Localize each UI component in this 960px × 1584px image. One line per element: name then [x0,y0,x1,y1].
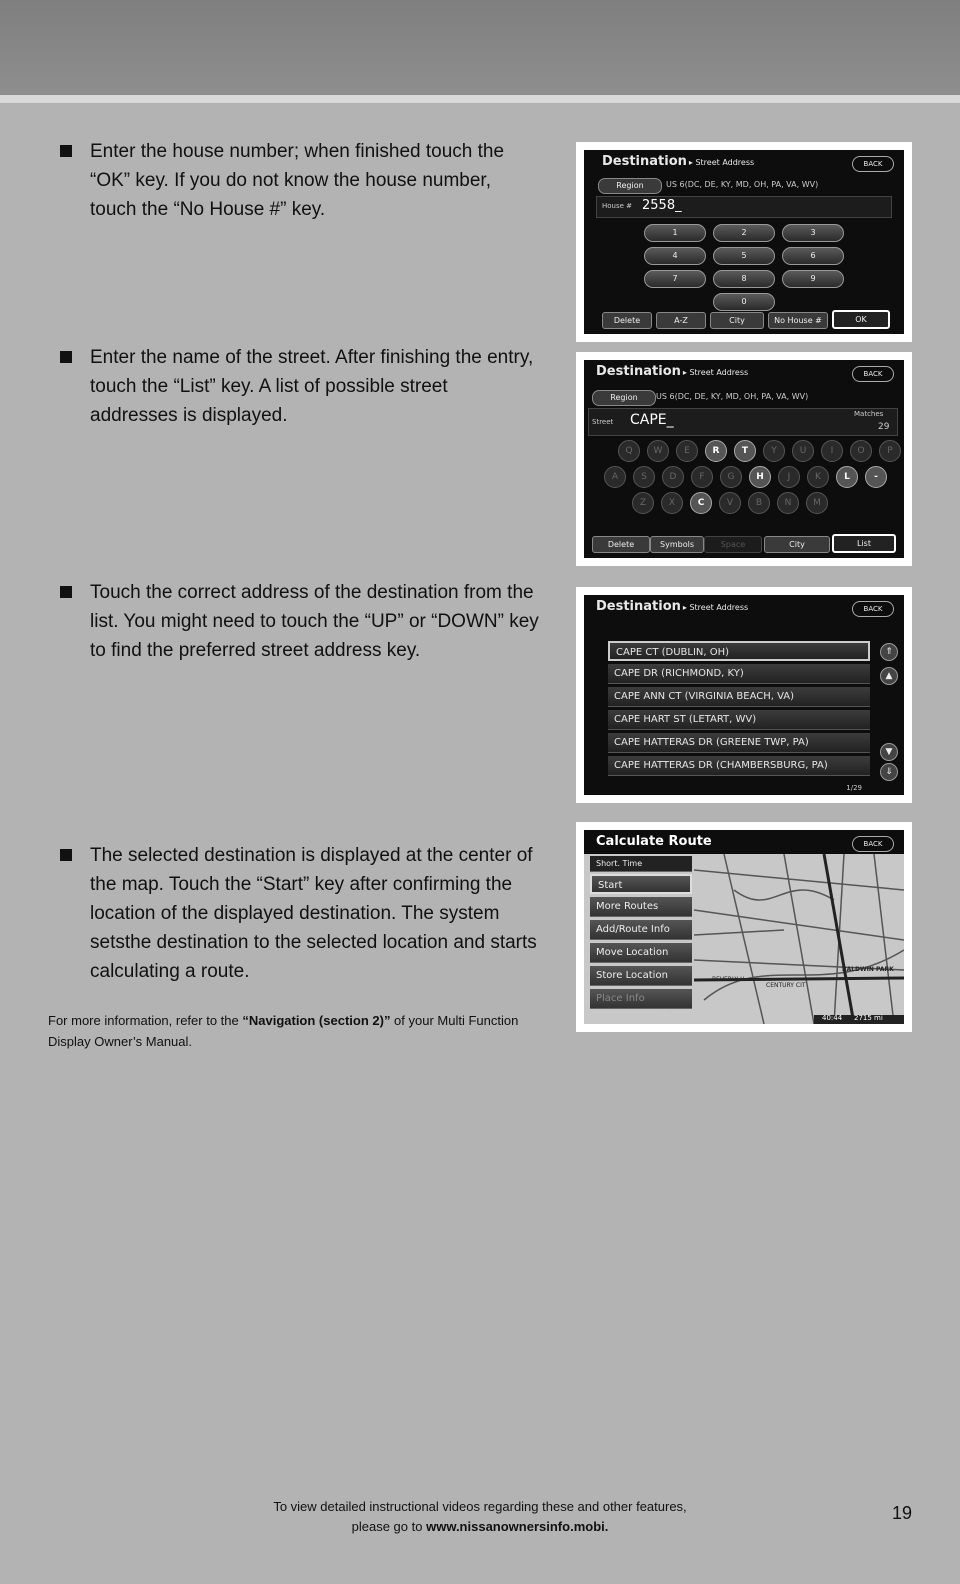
screenshot-house-number [576,142,912,342]
instruction-4 [60,841,540,986]
region-value: US 6(DC, DE, KY, MD, OH, PA, VA, WV) [656,392,809,401]
key-9[interactable]: 9 [782,270,844,288]
nav-screen [584,360,904,558]
screen-title: Calculate Route [596,834,712,849]
place-info-button[interactable]: Place Info [590,989,692,1009]
note-suffix: of your Multi Function Display Owner’s Manual. [48,1013,519,1049]
street-label: Street [592,418,614,426]
delete-button[interactable]: Delete [602,312,652,329]
letter-key[interactable]: F [691,466,713,488]
list-item[interactable]: CAPE HART ST (LETART, WV) [608,710,870,730]
letter-key[interactable]: Q [618,440,640,462]
letter-key[interactable]: E [676,440,698,462]
header-rule [0,95,960,103]
letter-key[interactable]: P [879,440,901,462]
bullet-square-icon [60,586,72,598]
instruction-2 [60,343,540,430]
screenshot-calculate-route [576,822,912,1032]
page-up-icon[interactable]: ⇑ [880,643,898,661]
city-button[interactable]: City [710,312,764,329]
nav-screen [584,150,904,334]
delete-button[interactable]: Delete [592,536,650,553]
letter-key[interactable]: - [865,466,887,488]
list-item[interactable]: CAPE HATTERAS DR (CHAMBERSBURG, PA) [608,756,870,776]
letter-key[interactable]: L [836,466,858,488]
key-5[interactable]: 5 [713,247,775,265]
letter-key[interactable]: A [604,466,626,488]
region-button[interactable]: Region [598,178,662,194]
letter-key[interactable]: V [719,492,741,514]
note-section-ref: “Navigation (section 2)” [242,1013,391,1028]
instruction-text: Enter the name of the street. After finishing the entry, touch the “List” key. A list of possible street addresses is displayed. [90,347,534,426]
instruction-1 [60,137,540,224]
no-house-button[interactable]: No House # [768,312,828,329]
a-z-button[interactable]: A-Z [656,312,706,329]
instruction-text: Enter the house number; when finished touch the “OK” key. If you do not know the house number, touch the “No House #” key. [90,141,505,220]
page-number: 19 [891,1503,912,1523]
ok-button[interactable]: OK [832,310,890,329]
start-button[interactable]: Start [590,874,692,894]
up-icon[interactable]: ▲ [880,667,898,685]
back-button[interactable]: BACK [852,836,894,852]
add-route-info-button[interactable]: Add/Route Info [590,920,692,940]
key-1[interactable]: 1 [644,224,706,242]
letter-key[interactable]: Z [632,492,654,514]
map-label: CENTURY CIT [766,982,806,989]
region-value: US 6(DC, DE, KY, MD, OH, PA, VA, WV) [666,180,819,189]
space-button[interactable]: Space [704,536,762,553]
letter-key[interactable]: O [850,440,872,462]
letter-key[interactable]: W [647,440,669,462]
footer-line-2 [180,1517,780,1537]
key-3[interactable]: 3 [782,224,844,242]
letter-key[interactable]: I [821,440,843,462]
street-value: CAPE_ [630,412,674,428]
note-prefix: For more information, refer to the [48,1013,243,1028]
letter-key[interactable]: D [662,466,684,488]
matches-label: Matches [854,410,884,418]
map-label: BEVERLY H. [712,976,747,983]
list-item[interactable]: CAPE HATTERAS DR (GREENE TWP, PA) [608,733,870,753]
letter-key[interactable]: K [807,466,829,488]
instruction-text: The selected destination is displayed at the center of the map. Touch the “Start” key after confirming the location of the displayed destination. The system setsthe destination to the selected location and starts calculating a route. [90,845,537,982]
screenshot-street-name [576,352,912,566]
screen-title: Destination ▸ Street Address [602,154,755,169]
footer-line-1: To view detailed instructional videos regarding these and other features, [273,1499,687,1514]
house-number-field[interactable] [596,196,892,218]
nav-screen [584,595,904,795]
bullet-square-icon [60,351,72,363]
screenshot-address-list [576,587,912,803]
back-button[interactable]: BACK [852,156,894,172]
letter-key[interactable]: U [792,440,814,462]
house-number-value: 2558_ [642,198,682,213]
letter-key[interactable]: T [734,440,756,462]
list-item[interactable]: CAPE CT (DUBLIN, OH) [608,641,870,661]
screen-title: Destination ▸ Street Address [596,599,749,614]
region-button[interactable]: Region [592,390,656,406]
down-icon[interactable]: ▼ [880,743,898,761]
back-button[interactable]: BACK [852,366,894,382]
page-indicator: 1/29 [846,784,862,792]
nav-screen [584,830,904,1024]
symbols-button[interactable]: Symbols [650,536,704,553]
screen-title: Destination ▸ Street Address [596,364,749,379]
back-button[interactable]: BACK [852,601,894,617]
page-indicator: 1/6 [658,1012,670,1020]
key-7[interactable]: 7 [644,270,706,288]
list-item[interactable]: CAPE ANN CT (VIRGINIA BEACH, VA) [608,687,870,707]
move-location-button[interactable]: Move Location [590,943,692,963]
header-band [0,0,960,95]
footer-prefix: please go to [351,1519,427,1534]
key-2[interactable]: 2 [713,224,775,242]
store-location-button[interactable]: Store Location [590,966,692,986]
reference-note [48,1010,528,1052]
letter-key[interactable]: J [778,466,800,488]
more-routes-button[interactable]: More Routes [590,897,692,917]
key-0[interactable]: 0 [713,293,775,311]
list-item[interactable]: CAPE DR (RICHMOND, KY) [608,664,870,684]
route-type: Short. Time [590,856,692,872]
letter-key[interactable]: C [690,492,712,514]
page-down-icon[interactable]: ⇓ [880,763,898,781]
key-4[interactable]: 4 [644,247,706,265]
house-label: House # [602,202,633,210]
key-8[interactable]: 8 [713,270,775,288]
letter-key[interactable]: H [749,466,771,488]
letter-key[interactable]: Y [763,440,785,462]
letter-key[interactable]: G [720,466,742,488]
letter-key[interactable]: X [661,492,683,514]
letter-key[interactable]: R [705,440,727,462]
bullet-square-icon [60,849,72,861]
letter-key[interactable]: B [748,492,770,514]
remaining-distance: 2715 mi [854,1014,883,1022]
eta-time: 40:44 [822,1014,843,1022]
instruction-3 [60,578,540,665]
list-button[interactable]: List [832,534,896,553]
city-button[interactable]: City [764,536,830,553]
letter-key[interactable]: S [633,466,655,488]
bullet-square-icon [60,145,72,157]
letter-key[interactable]: N [777,492,799,514]
key-6[interactable]: 6 [782,247,844,265]
letter-key[interactable]: M [806,492,828,514]
footer [180,1497,780,1537]
instruction-text: Touch the correct address of the destination from the list. You might need to touch the “UP” or “DOWN” key to find the preferred street address key. [90,582,539,661]
matches-value: 29 [878,422,890,432]
map-label: BALDWIN PARK [842,966,894,973]
footer-link[interactable]: www.nissanownersinfo.mobi. [426,1519,609,1534]
